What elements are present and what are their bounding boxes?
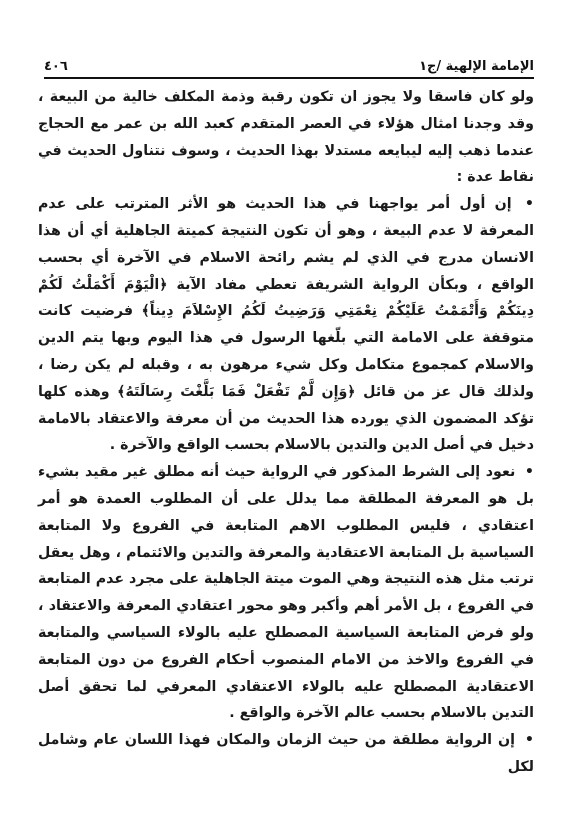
running-header — [44, 48, 534, 74]
page-number: ٤٠٦ — [44, 59, 68, 74]
paragraph-text: نعود إلى الشرط المذكور في الرواية حيث أنه مطلق غير مقيد بشيء بل هو المعرفة المطلقة مما يدلل على أن المطلوب العمدة هو أمر اعتقادي ، فليس المطلوب الاهم المتابعة في الفروع ولا المتابعة السياسية بل المتابعة الاعتقادية والمعرفة والتدين والائتمام ، وهل يعقل ترتب مثل هذه النتيجة وهي الموت ميتة الجاهلية على مجرد عدم المتابعة في الفروع ، بل الأمر أهم وأكبر وهو محور اعتقادي المعرفة والاعتقاد ، ولو فرض المتابعة السياسية المصطلح عليه بالولاء السياسي والمتابعة في الفروع والاخذ من الامام المنصوب أحكام الفروع من دون المتابعة الاعتقادية المصطلح عليه بالولاء الاعتقادي المعرفي لما تحقق أصل التدين بالاسلام بحسب عالم الآخرة والواقع . — [38, 464, 534, 722]
bullet-point: • — [524, 196, 534, 213]
paragraph-text: إن الرواية مطلقة من حيث الزمان والمكان فهذا اللسان عام وشامل لكل — [38, 732, 534, 775]
bullet-point: • — [524, 732, 534, 749]
header-rule — [44, 77, 534, 79]
paragraph-3 — [38, 459, 534, 727]
paragraph-2 — [38, 191, 534, 459]
paragraph-1 — [38, 84, 534, 191]
paragraph-4 — [38, 727, 534, 781]
bullet-point: • — [524, 464, 534, 481]
paragraph-text: إن أول أمر يواجهنا في هذا الحديث هو الأثر المترتب على عدم المعرفة لا عدم البيعة ، وهو أن تكون النتيجة كميتة الجاهلية أي أن هذا الانسان مدرج في الذي لم يشم رائحة الاسلام في الآخرة أي بحسب الواقع ، وبكأن الرواية الشريفة تعطي مفاد الآية ﴿الْيَوْمَ أَكْمَلْتُ لَكُمْ دِينَكُمْ وَأَتْمَمْتُ عَلَيْكُمْ نِعْمَتِي وَرَضِيتُ لَكُمُ الإِسْلاَمَ دِيناً﴾ فرضيت كانت متوقفة على الامامة التي بلّغها الرسول في هذا اليوم وبها يتم الدين والاسلام كمجموع متكامل وكل شيء مرهون به ، وقبله لم يكن رضا ، ولذلك قال عز من قائل ﴿وَإِن لَّمْ تَفْعَلْ فَمَا بَلَّغْتَ رِسَالَتَهُ﴾ وهذه كلها تؤكد المضمون الذي يورده هذا الحديث من أن معرفة والاعتقاد بالامامة دخيل في أصل الدين والتدين بالاسلام بحسب الواقع والآخرة . — [38, 196, 534, 454]
page-body — [38, 84, 534, 781]
book-title: الإمامة الإلهية /ج١ — [419, 59, 534, 74]
paragraph-text: ولو كان فاسقا ولا يجوز ان تكون رقبة وذمة المكلف خالية من البيعة ، وقد وجدنا امثال هؤلاء في العصر المتقدم كعبد الله بن عمر مع الحجاج عندما ذهب إليه ليبايعه مستدلا بهذا الحديث ، وسوف نتناول الحديث في نقاط عدة : — [38, 89, 534, 186]
